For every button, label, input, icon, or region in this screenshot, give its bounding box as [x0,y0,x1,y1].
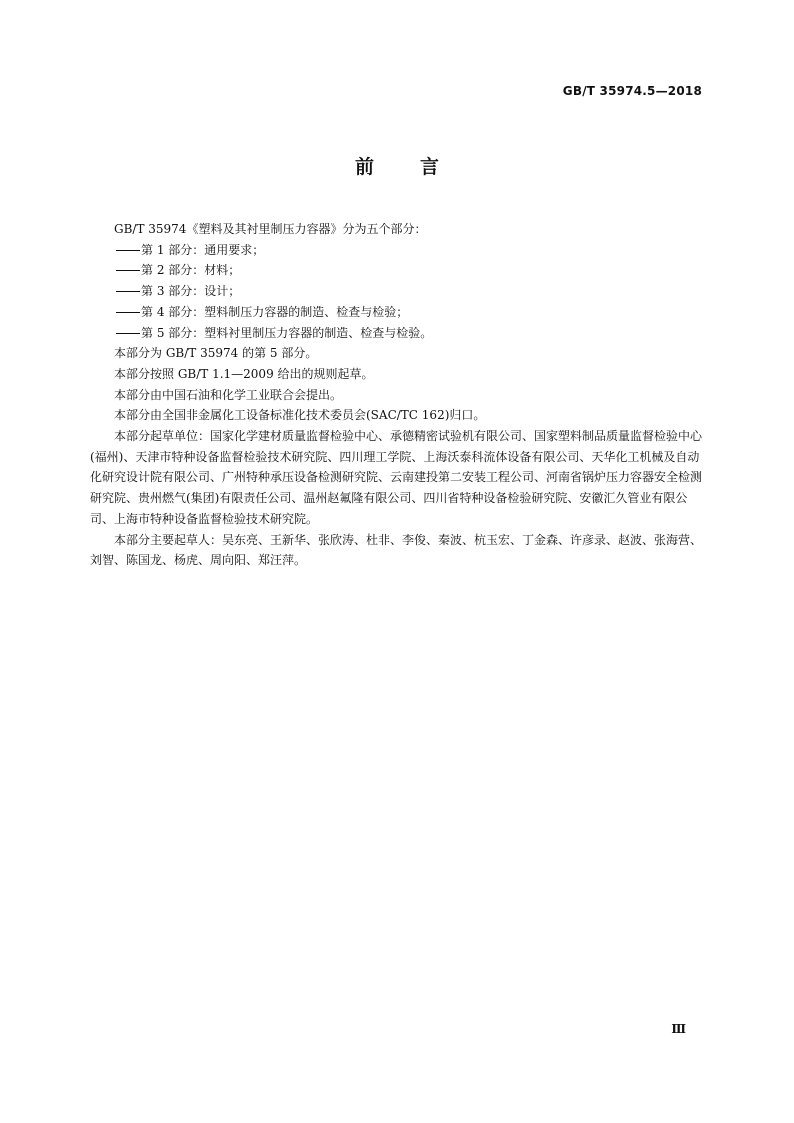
em-dash [116,250,140,251]
paragraph-administered-by: 本部分由全国非金属化工设备标准化技术委员会(SAC/TC 162)归口。 [114,408,486,423]
page-title [0,152,794,179]
paragraph-drafting-units: 本部分起草单位：国家化学建材质量监督检验中心、承德精密试验机有限公司、国家塑料制品质量监督检验中心(福州)、天津市特种设备监督检验技术研究院、四川理工学院、上海沃泰科流体设备有限公司、天华化工机械及自动化研究设计院有限公司、广州特种承压设备检测研究院、云南建投第二安装工程公司、河南省锅炉压力容器安全检测研究院、贵州燃气(集团)有限责任公司、温州赵氟隆有限公司、四川省特种设备检验研究院、安徽汇久管业有限公司、上海市特种设备监督检验技术研究院。 [90,429,703,526]
em-dash [116,312,140,313]
list-item [116,281,704,302]
paragraph-proposed-by: 本部分由中国石油和化学工业联合会提出。 [114,387,343,402]
title-char-1: 前 [354,156,374,178]
paragraph-part-of: 本部分为 GB/T 35974 的第 5 部分。 [114,346,318,361]
part-label: 第 2 部分：材料； [141,263,241,278]
list-item [116,323,704,344]
paragraph-drafters: 本部分主要起草人：吴东亮、王新华、张欣涛、杜非、李俊、秦波、杭玉宏、丁金森、许彦录、赵波、张海营、刘智、陈国龙、杨虎、周向阳、郑汪萍。 [90,532,703,568]
part-label: 第 3 部分：设计； [141,284,241,299]
paragraph-drafting-rules: 本部分按照 GB/T 1.1—2009 给出的规则起草。 [114,366,374,381]
page-number: Ⅲ [671,1022,686,1036]
part-label: 第 4 部分：塑料制压力容器的制造、检查与检验； [141,304,409,319]
part-label: 第 1 部分：通用要求； [141,242,265,257]
em-dash [116,291,140,292]
title-char-2: 言 [420,156,440,178]
part-label: 第 5 部分：塑料衬里制压力容器的制造、检查与检验。 [141,325,433,340]
em-dash [116,270,140,271]
list-item [116,260,704,281]
preface-body [90,219,704,571]
em-dash [116,333,140,334]
standard-number: GB/T 35974.5—2018 [562,84,702,98]
list-item [116,240,704,261]
list-item [116,302,704,323]
intro-paragraph: GB/T 35974《塑料及其衬里制压力容器》分为五个部分： [114,222,427,236]
